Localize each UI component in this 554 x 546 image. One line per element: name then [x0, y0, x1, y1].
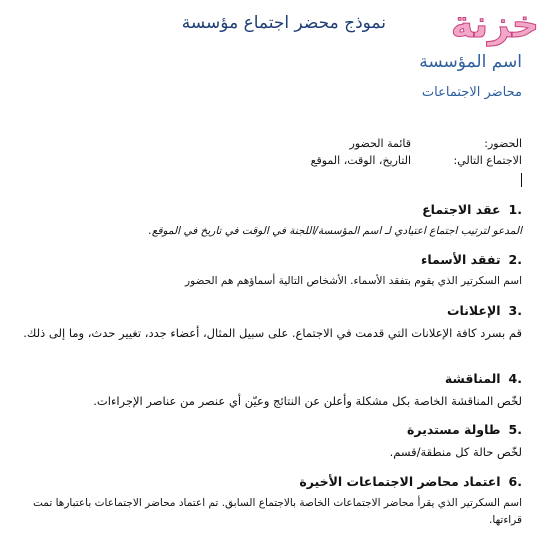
section-number: 4.: [508, 371, 522, 386]
section-heading: [14, 370, 522, 388]
section-number: 2.: [508, 252, 522, 267]
text-cursor: [521, 173, 522, 187]
section-body[interactable]: اسم السكرتير الذي يقوم بتفقد الأسماء. الأشخاص التالية أسماؤهم هم الحضور: [185, 275, 522, 287]
section-body[interactable]: المدعو لترتيب اجتماع اعتيادي لـ اسم المؤسسة/اللجنة في الوقت في تاريخ في الموقع.: [148, 225, 522, 237]
section-title: طاولة مستديرة: [407, 422, 501, 437]
section-heading: [14, 201, 522, 219]
section-title: المناقشة: [444, 371, 501, 386]
section-number: 3.: [508, 303, 522, 318]
section-heading: [14, 251, 522, 269]
next-meeting-value[interactable]: التاريخ، الوقت، الموقع: [310, 154, 411, 167]
section-title: تفقد الأسماء: [420, 252, 501, 267]
section-body[interactable]: لخّص المناقشة الخاصة بكل مشكلة وأعلن عن النتائج وعيّن أي عنصر من عناصر الإجراءات.: [93, 394, 522, 408]
section-title: عقد الاجتماع: [422, 202, 501, 217]
section-call-to-order: [14, 201, 522, 240]
section-number: 5.: [508, 422, 522, 437]
document-title: نموذج محضر اجتماع مؤسسة: [181, 13, 386, 33]
section-heading: [14, 302, 522, 320]
section-number: 1.: [508, 202, 522, 217]
section-heading: [14, 421, 522, 439]
attendance-label: الحضور:: [484, 137, 522, 150]
section-roundtable: [14, 421, 522, 462]
section-heading: [14, 473, 522, 491]
site-logo: خزنة: [450, 2, 540, 46]
section-approval-of-minutes: [14, 473, 522, 529]
section-body[interactable]: لخّص حالة كل منطقة/قسم.: [389, 445, 522, 459]
organization-name[interactable]: اسم المؤسسة: [419, 52, 522, 72]
section-body[interactable]: قم بسرد كافة الإعلانات التي قدمت في الاجتماع. على سبيل المثال، أعضاء جدد، تغيير حدث، وما إلى ذلك.: [23, 326, 522, 340]
section-title: الإعلانات: [446, 303, 501, 318]
section-body[interactable]: اسم السكرتير الذي يقرأ محاضر الاجتماعات الخاصة بالاجتماع السابق. تم اعتماد محاضر الاجتماعات باعتبارها تمت قراءتها.: [32, 497, 522, 526]
section-roll-call: [14, 251, 522, 290]
next-meeting-label: الاجتماع التالي:: [453, 154, 522, 167]
section-title: اعتماد محاضر الاجتماعات الأخيرة: [299, 474, 501, 489]
section-number: 6.: [508, 474, 522, 489]
attendance-value[interactable]: قائمة الحضور: [349, 137, 411, 150]
section-discussion: [14, 370, 522, 411]
section-announcements: [14, 302, 522, 343]
document-subtitle: محاضر الاجتماعات: [421, 85, 522, 100]
